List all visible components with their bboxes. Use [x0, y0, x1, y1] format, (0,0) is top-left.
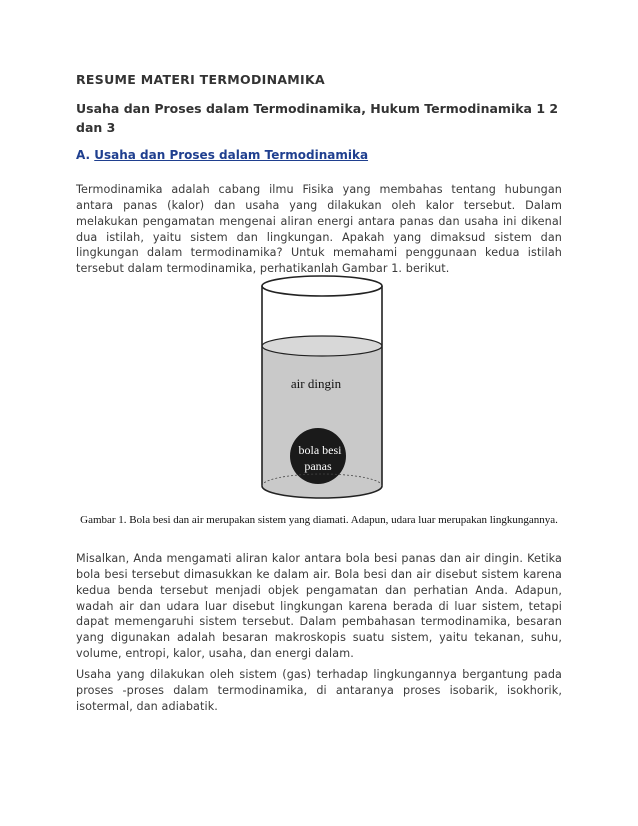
document-subtitle: Usaha dan Proses dalam Termodinamika, Hukum Termodinamika 1 2 dan 3: [76, 101, 559, 135]
ball-label-line-1: bola besi: [298, 443, 342, 457]
figure-caption: Gambar 1. Bola besi dan air merupakan sistem yang diamati. Adapun, udara luar merupakan lingkungannya.: [80, 514, 558, 526]
section-link[interactable]: Usaha dan Proses dalam Termodinamika: [94, 148, 369, 162]
paragraph-processes: Usaha yang dilakukan oleh sistem (gas) terhadap lingkungannya bergantung pada proses -proses dalam termodinamika, di antaranya proses isobarik, isokhorik, isotermal, dan adiabatik.: [76, 668, 562, 713]
paragraph-intro: Termodinamika adalah cabang ilmu Fisika yang membahas tentang hubungan antara panas (kalor) dan usaha yang dilakukan oleh kalor tersebut. Dalam melakukan pengamatan mengenai aliran energi antara panas dan usaha ini dikenal dua istilah, yaitu sistem dan lingkungan. Apakah yang dimaksud sistem dan lingkungan dalam termodinamika? Untuk memahami penggunaan kedua istilah tersebut dalam termodinamika, perhatikanlah Gambar 1. berikut.: [76, 183, 562, 276]
beaker-figure: [256, 272, 388, 508]
document-title: RESUME MATERI TERMODINAMIKA: [76, 72, 325, 87]
section-heading: [76, 148, 368, 162]
paragraph-system: Misalkan, Anda mengamati aliran kalor antara bola besi panas dan air dingin. Ketika bola besi tersebut dimasukkan ke dalam air. Bola besi dan air disebut sistem karena kedua benda tersebut menjadi objek pengamatan dan perhatian Anda. Adapun, wadah air dan udara luar disebut lingkungan karena berada di luar sistem, tetapi dapat memengaruhi sistem tersebut. Dalam pembahasan termodinamika, besaran yang digunakan adalah besaran makroskopis suatu sistem, yaitu tekanan, suhu, volume, entropi, kalor, usaha, dan energi dalam.: [76, 552, 562, 660]
beaker-rim: [262, 276, 382, 296]
section-prefix: A.: [76, 148, 95, 162]
beaker-illustration: [256, 272, 388, 508]
ball-label-line-2: panas: [304, 459, 332, 473]
water-surface: [262, 336, 382, 356]
water-label: air dingin: [290, 376, 342, 391]
